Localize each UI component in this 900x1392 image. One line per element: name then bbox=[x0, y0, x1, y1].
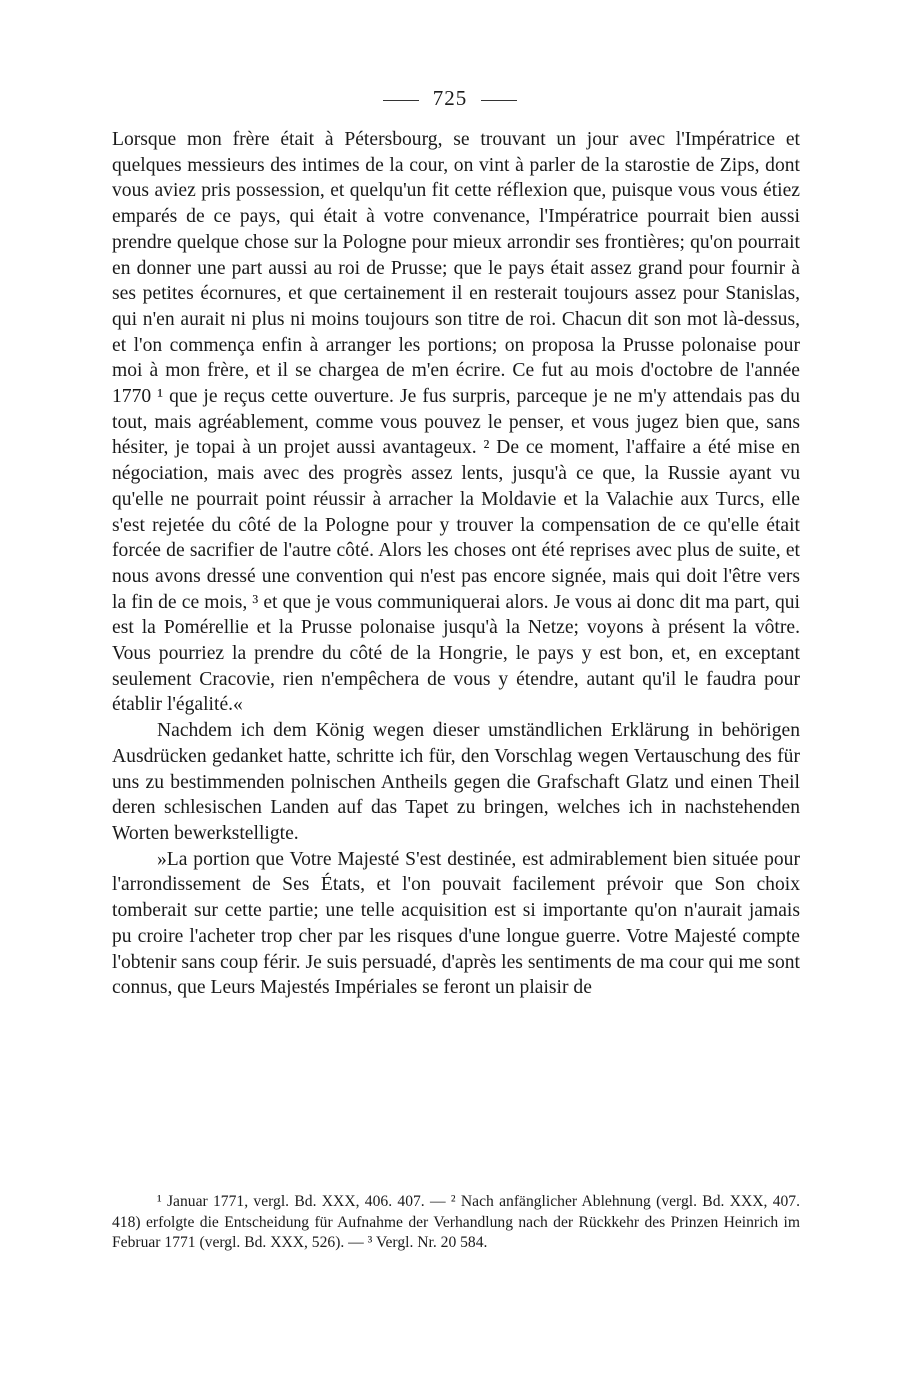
paragraph-2: Nachdem ich dem König wegen dieser umständlichen Erklärung in behörigen Ausdrücken gedanket hatte, schritte ich für, den Vorschlag wegen Vertauschung des für uns zu bestimmenden polnischen Antheils gegen die Grafschaft Glatz und einen Theil deren schlesischen Landen auf das Tapet zu bringen, welches ich in nachstehenden Worten bewerkstelligte. bbox=[112, 720, 800, 844]
header-rule-left bbox=[383, 100, 419, 101]
paragraph-1: Lorsque mon frère était à Pétersbourg, se trouvant un jour avec l'Impératrice et quelques messieurs des intimes de la cour, on vint à parler de la starostie de Zips, dont vous aviez pris possession, et quelqu'un fit cette réflexion que, puisque vous vous étiez emparés de ce pays, qui était à votre convenance, l'Impératrice pourrait bien aussi prendre quelque chose sur la Pologne pour mieux arrondir ses frontières; qu'on pourrait en donner une part aussi au roi de Prusse; que le pays était assez grand pour fournir à ses petites écornures, et que certainement il en resterait toujours assez pour Stanislas, qui n'en aurait ni plus ni moins toujours son titre de roi. Chacun dit son mot là-dessus, et l'on commença enfin à arranger les portions; on proposa la Prusse polonaise pour moi à mon frère, et il se chargea de m'en écrire. Ce fut au mois d'octobre de l'année 1770 ¹ que je reçus cette ouverture. Je fus surpris, parceque je ne m'y attendais pas du tout, mais agréablement, comme vous pouvez le penser, et vous jugez bien que, sans hésiter, je topai à un projet aussi avantageux. ² De ce moment, l'affaire a été mise en négociation, mais avec des progrès assez lents, jusqu'à ce que, la Russie ayant vu qu'elle ne pourrait point réussir à arracher la Moldavie et la Valachie aux Turcs, elle s'est rejetée du côté de la Pologne pour y trouver la compensation de ce qu'elle était forcée de sacrifier de l'autre côté. Alors les choses ont été reprises avec plus de suite, et nous avons dressé une convention qui n'est pas encore signée, mais qui doit l'être vers la fin de ce mois, ³ et que je vous communiquerai alors. Je vous ai donc dit ma part, qui est la Pomérellie et la Prusse polonaise jusqu'à la Netze; voyons à présent la vôtre. Vous pourriez la prendre du côté de la Hongrie, le pays y est bon, et, en exceptant seulement Cracovie, rien n'empêchera de vous y étendre, autant qu'il le faudra pour établir l'égalité.« bbox=[112, 129, 800, 716]
paragraph-3: »La portion que Votre Majesté S'est destinée, est admirablement bien située pour l'arrondissement de Ses États, et l'on pouvait facilement prévoir que Son choix tomberait sur cette partie; une telle acquisition est si importante qu'on n'aurait jamais pu croire l'acheter trop cher par les risques d'une longue guerre. Votre Majesté compte l'obtenir sans coup férir. Je suis persuadé, d'après les sentiments de ma cour qui me sont connus, que Leurs Majestés Impériales se feront un plaisir de bbox=[112, 848, 800, 999]
footnotes bbox=[112, 1192, 800, 1254]
page-header bbox=[0, 86, 900, 111]
page-number: 725 bbox=[432, 86, 468, 110]
body-text bbox=[112, 127, 800, 1001]
header-rule-right bbox=[481, 100, 517, 101]
footnote-text: ¹ Januar 1771, vergl. Bd. XXX, 406. 407. — ² Nach anfänglicher Ablehnung (vergl. Bd. XXX, 407. 418) erfolgte die Entscheidung für Aufnahme der Verhandlung nach der Rückkehr des Prinzen Heinrich im Februar 1771 (vergl. Bd. XXX, 526). — ³ Vergl. Nr. 20 584. bbox=[112, 1193, 800, 1251]
